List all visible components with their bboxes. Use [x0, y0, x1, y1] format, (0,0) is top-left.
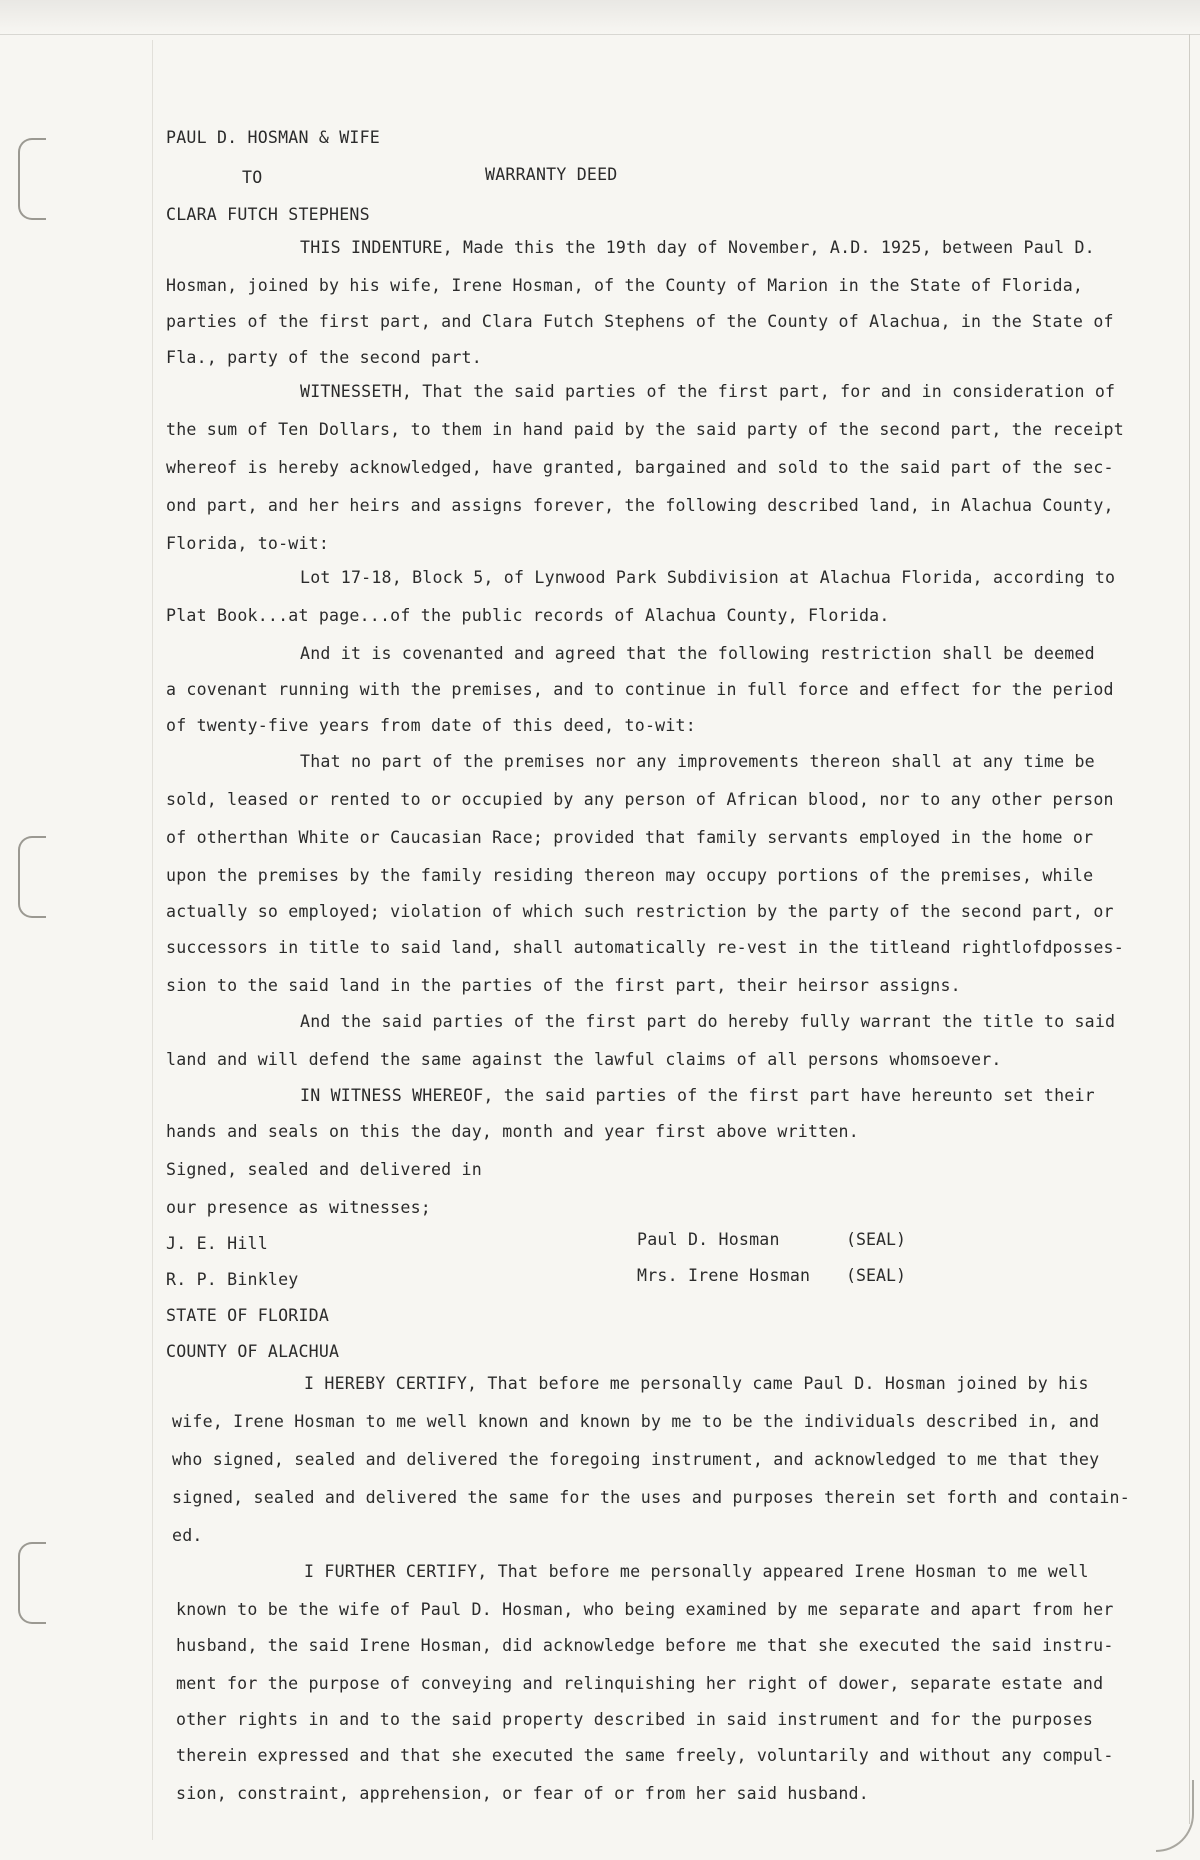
- certificate-line: ed.: [172, 1526, 203, 1545]
- body-line: Florida, to-wit:: [166, 534, 330, 553]
- signer-name: Paul D. Hosman: [637, 1230, 780, 1249]
- certificate-line: I HEREBY CERTIFY, That before me personally came Paul D. Hosman joined by his: [304, 1374, 1089, 1393]
- witness-name: R. P. Binkley: [166, 1270, 299, 1289]
- certificate-line: other rights in and to the said property described in said instrument and for the purposes: [176, 1710, 1094, 1729]
- signing-statement: our presence as witnesses;: [166, 1198, 431, 1217]
- page-right-edge: [1189, 34, 1190, 1824]
- binder-hole-icon: [18, 138, 46, 220]
- body-line: And the said parties of the first part do hereby fully warrant the title to said: [300, 1012, 1116, 1031]
- witness-name: J. E. Hill: [166, 1234, 268, 1253]
- signing-statement: Signed, sealed and delivered in: [166, 1160, 482, 1179]
- body-line: whereof is hereby acknowledged, have granted, bargained and sold to the said part of the sec-: [166, 458, 1114, 477]
- body-line: successors in title to said land, shall automatically re-vest in the titleand rightlofdposses-: [166, 938, 1124, 957]
- body-line: Fla., party of the second part.: [166, 348, 482, 367]
- body-line: of twenty-five years from date of this deed, to-wit:: [166, 716, 696, 735]
- body-line: hands and seals on this the day, month and year first above written.: [166, 1122, 859, 1141]
- grantor-heading: PAUL D. HOSMAN & WIFE: [166, 128, 380, 147]
- seal-label: (SEAL): [846, 1230, 906, 1249]
- venue-county: COUNTY OF ALACHUA: [166, 1342, 340, 1361]
- body-line: parties of the first part, and Clara Futch Stephens of the County of Alachua, in the State of: [166, 312, 1114, 331]
- body-line: IN WITNESS WHEREOF, the said parties of the first part have hereunto set their: [300, 1086, 1095, 1105]
- body-line: sion to the said land in the parties of the first part, their heirsor assigns.: [166, 976, 961, 995]
- binder-hole-icon: [18, 1542, 46, 1624]
- body-line: Hosman, joined by his wife, Irene Hosman, of the County of Marion in the State of Florida,: [166, 276, 1084, 295]
- body-line: ond part, and her heirs and assigns forever, the following described land, in Alachua County,: [166, 496, 1114, 515]
- body-line: WITNESSETH, That the said parties of the first part, for and in consideration of: [300, 382, 1116, 401]
- body-line: actually so employed; violation of which such restriction by the party of the second part, or: [166, 902, 1114, 921]
- body-line: And it is covenanted and agreed that the following restriction shall be deemed: [300, 644, 1095, 663]
- body-line: the sum of Ten Dollars, to them in hand paid by the said party of the second part, the receipt: [166, 420, 1124, 439]
- body-line: a covenant running with the premises, and to continue in full force and effect for the period: [166, 680, 1114, 699]
- certificate-line: who signed, sealed and delivered the foregoing instrument, and acknowledged to me that they: [172, 1450, 1100, 1469]
- certificate-line: I FURTHER CERTIFY, That before me personally appeared Irene Hosman to me well: [304, 1562, 1089, 1581]
- certificate-line: sion, constraint, apprehension, or fear of or from her said husband.: [176, 1784, 869, 1803]
- binder-hole-icon: [18, 836, 46, 918]
- body-line: land and will defend the same against the lawful claims of all persons whomsoever.: [166, 1050, 1002, 1069]
- grantee-heading: CLARA FUTCH STEPHENS: [166, 205, 370, 224]
- venue-state: STATE OF FLORIDA: [166, 1306, 330, 1325]
- page-top-edge: [0, 0, 1200, 35]
- body-line: That no part of the premises nor any improvements thereon shall at any time be: [300, 752, 1095, 771]
- certificate-line: ment for the purpose of conveying and relinquishing her right of dower, separate estate and: [176, 1674, 1104, 1693]
- certificate-line: wife, Irene Hosman to me well known and known by me to be the individuals described in, and: [172, 1412, 1100, 1431]
- property-description-line: Lot 17-18, Block 5, of Lynwood Park Subdivision at Alachua Florida, according to: [300, 568, 1116, 587]
- signer-name: Mrs. Irene Hosman: [637, 1266, 811, 1285]
- document-title: WARRANTY DEED: [485, 165, 618, 184]
- certificate-line: therein expressed and that she executed the same freely, voluntarily and without any compul-: [176, 1746, 1114, 1765]
- certificate-line: signed, sealed and delivered the same for the uses and purposes therein set forth and contain-: [172, 1488, 1130, 1507]
- body-line: of otherthan White or Caucasian Race; provided that family servants employed in the home or: [166, 828, 1094, 847]
- page-curl: [1156, 1780, 1194, 1852]
- body-line: sold, leased or rented to or occupied by any person of African blood, nor to any other person: [166, 790, 1114, 809]
- certificate-line: husband, the said Irene Hosman, did acknowledge before me that she executed the said instru-: [176, 1636, 1114, 1655]
- body-line: THIS INDENTURE, Made this the 19th day of November, A.D. 1925, between Paul D.: [300, 238, 1095, 257]
- margin-rule: [152, 40, 153, 1840]
- seal-label: (SEAL): [846, 1266, 906, 1285]
- property-description-line: Plat Book...at page...of the public records of Alachua County, Florida.: [166, 606, 890, 625]
- to-label: TO: [242, 168, 263, 187]
- certificate-line: known to be the wife of Paul D. Hosman, who being examined by me separate and apart from her: [176, 1600, 1114, 1619]
- body-line: upon the premises by the family residing thereon may occupy portions of the premises, while: [166, 866, 1094, 885]
